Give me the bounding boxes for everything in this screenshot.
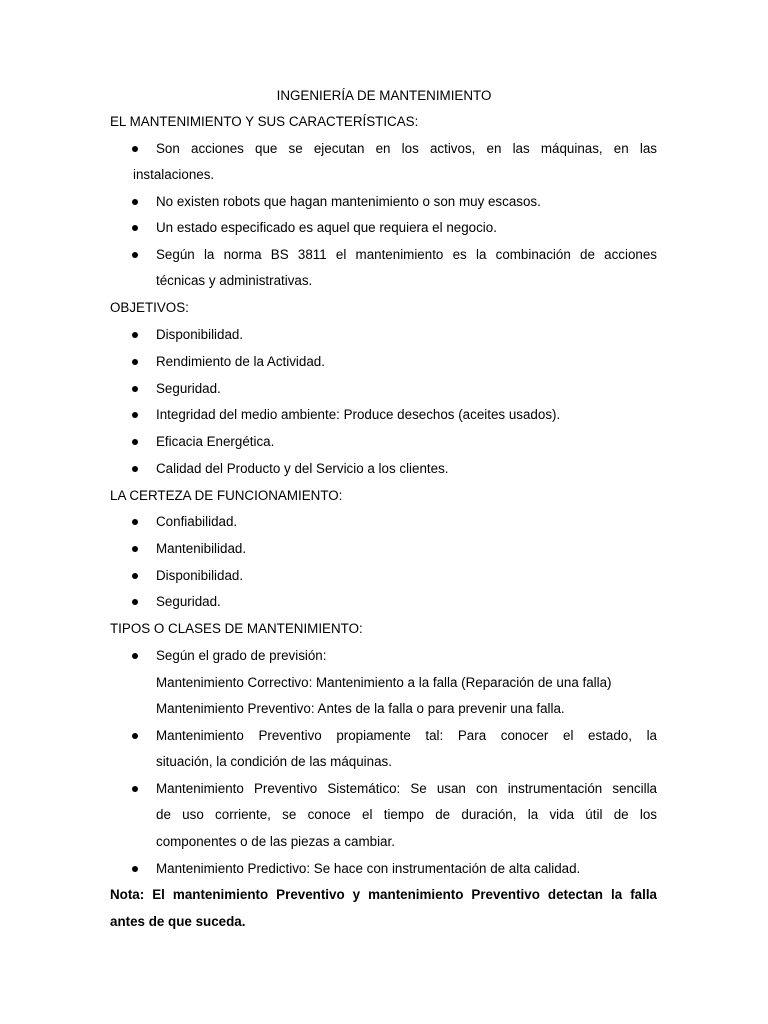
list-item-text: Mantenimiento Predictivo: Se hace con instrumentación de alta calidad. [156,861,581,876]
list-item-text: Disponibilidad. [156,568,244,583]
bullet-dot [132,199,138,205]
section-heading-tipos: TIPOS O CLASES DE MANTENIMIENTO: [110,621,363,636]
section-heading-certeza: LA CERTEZA DE FUNCIONAMIENTO: [110,488,343,503]
bullet-dot [132,866,138,872]
bullet-dot [132,439,138,445]
bullet-dot [132,146,138,152]
list-item-text-continuation: componentes o de las piezas a cambiar. [156,834,395,849]
section-heading-caracteristicas: EL MANTENIMIENTO Y SUS CARACTERÍSTICAS: [110,114,419,129]
list-item-text: Seguridad. [156,381,221,396]
bullet-dot [132,359,138,365]
list-item-text: Seguridad. [156,594,221,609]
bullet-dot [132,386,138,392]
note-text: Nota: El mantenimiento Preventivo y mantenimiento Preventivo detectan la falla [110,887,657,902]
list-item-text: Confiabilidad. [156,514,238,529]
note-text-continuation: antes de que suceda. [110,914,246,929]
bullet-dot [132,332,138,338]
bullet-dot [132,786,138,792]
bullet-dot [132,653,138,659]
document-title: INGENIERÍA DE MANTENIMIENTO [276,88,492,103]
sub-item-text: Mantenimiento Correctivo: Mantenimiento a la falla (Reparación de una falla) [156,675,612,690]
list-item-text-continuation: técnicas y administrativas. [156,273,313,288]
section-heading-objetivos: OBJETIVOS: [110,300,189,315]
list-item-text: No existen robots que hagan mantenimiento o son muy escasos. [156,194,541,209]
list-item-text: Según la norma BS 3811 el mantenimiento es la combinación de acciones [156,247,657,262]
list-item-text: Son acciones que se ejecutan en los activos, en las máquinas, en las [156,141,657,156]
list-item-text: Mantenibilidad. [156,541,247,556]
bullet-dot [132,412,138,418]
list-item-text: Mantenimiento Preventivo Sistemático: Se usan con instrumentación sencilla [156,781,657,796]
bullet-dot [132,599,138,605]
list-item-text-continuation: situación, la condición de las máquinas. [156,754,392,769]
bullet-dot [132,733,138,739]
bullet-dot [132,252,138,258]
list-item-text-continuation: instalaciones. [133,167,215,182]
list-item-text: Disponibilidad. [156,327,244,342]
bullet-dot [132,573,138,579]
list-item-text: Un estado especificado es aquel que requiera el negocio. [156,220,497,235]
bullet-dot [132,546,138,552]
list-item-text: Rendimiento de la Actividad. [156,354,325,369]
list-item-text: Eficacia Energética. [156,434,275,449]
list-item-text-continuation: de uso corriente, se conoce el tiempo de duración, la vida útil de los [156,807,657,822]
bullet-dot [132,466,138,472]
list-item-text: Integridad del medio ambiente: Produce desechos (aceites usados). [156,407,561,422]
list-item-text: Según el grado de previsión: [156,648,327,663]
list-item-text: Calidad del Producto y del Servicio a los clientes. [156,461,449,476]
bullet-dot [132,519,138,525]
bullet-dot [132,225,138,231]
list-item-text: Mantenimiento Preventivo propiamente tal: Para conocer el estado, la [156,728,657,743]
sub-item-text: Mantenimiento Preventivo: Antes de la falla o para prevenir una falla. [156,701,565,716]
